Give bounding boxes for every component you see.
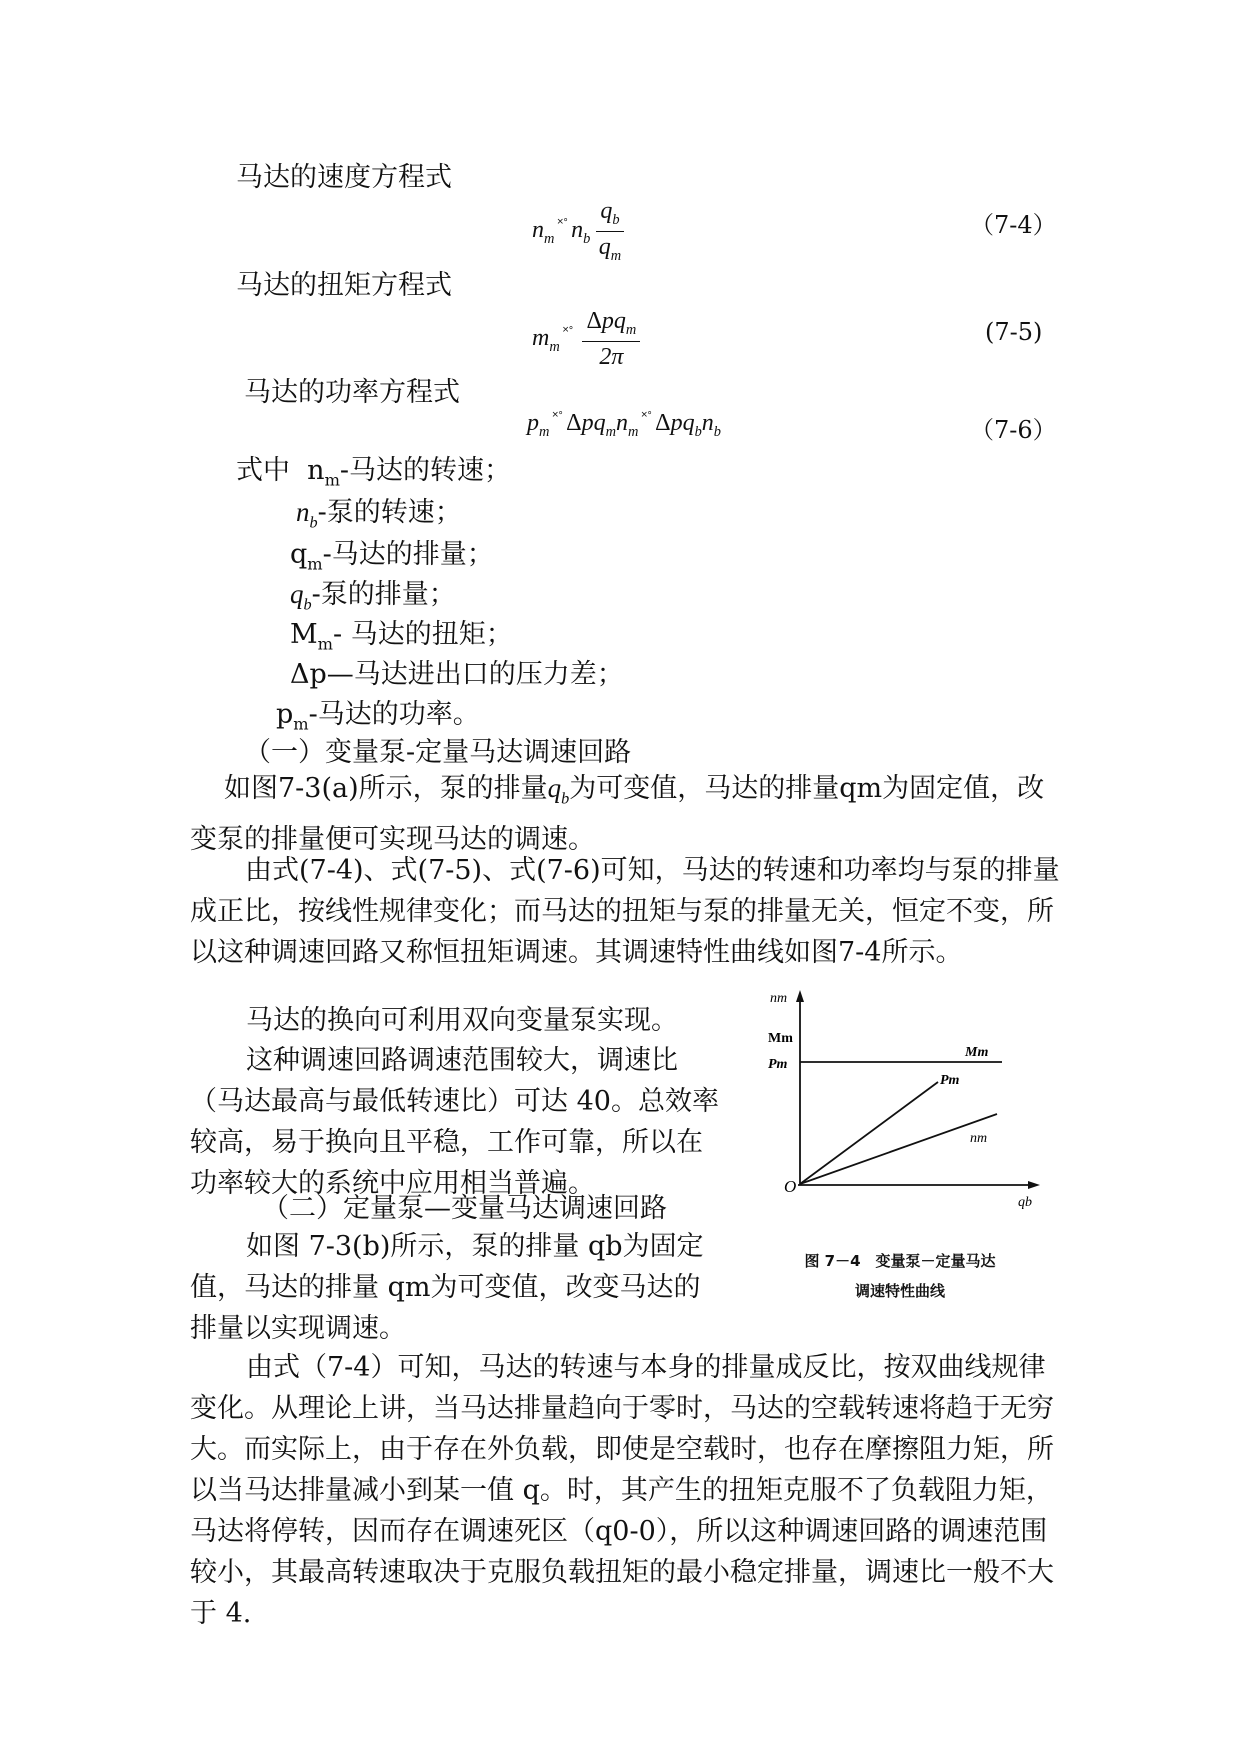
speed-characteristic-figure (760, 980, 1060, 1220)
section1-title: （一）变量泵-定量马达调速回路 (244, 737, 632, 768)
x-label-qb: qb (1018, 1195, 1032, 1210)
curve-label-Pm: Pm (940, 1073, 960, 1088)
symbol-Mm-desc: - 马达的扭矩； (333, 619, 513, 650)
symbol-qm-desc: -马达的排量； (322, 539, 494, 570)
section1-paragraph-4: 这种调速回路调速范围较大，调速比（马达最高与最低转速比）可达 40。总效率较高，易于换向且平稳，工作可靠，所以在功率较大的系统中应用相当普遍。 (190, 1045, 719, 1199)
torque-equation: $m_m^{˟˚}$ $\frac{\Delta pq_m}{2\pi}$ (532, 308, 640, 371)
symbol-pm-line: $p_m-$马达的功率。 (276, 699, 480, 734)
nm-curve (800, 1114, 997, 1184)
power-equation-heading: 马达的功率方程式 (244, 377, 460, 408)
symbol-pm-desc: -马达的功率。 (308, 699, 480, 730)
section2-title: （二）定量泵—变量马达调速回路 (262, 1193, 667, 1224)
curve-label-Mm: Mm (965, 1045, 989, 1060)
figure-caption-line-1: 图 7－4 变量泵－定量马达 (804, 1252, 996, 1270)
section1-paragraph-1: 如图7-3(a)所示，泵的排量$q_b$为可变值，马达的排量qm为固定值，改变泵的排量便可实现马达的调速。 (190, 773, 1045, 856)
symbol-qb-desc: -泵的排量； (311, 579, 456, 610)
section1-paragraph-3: 马达的换向可利用双向变量泵实现。 (246, 1005, 678, 1036)
equation-number-7-4: （7-4） (970, 211, 1057, 239)
y-label-Pm: Pm (768, 1057, 788, 1072)
Pm-curve (800, 1082, 938, 1184)
y-label-Mm: Mm (768, 1031, 793, 1046)
symbol-nb-line: $n_b-$泵的转速； (296, 497, 462, 532)
y-label-nm: nm (770, 991, 788, 1006)
y-axis-arrow (796, 990, 804, 1002)
speed-equation: $n_m^{˟˚}$ $n_b$ $\frac{q_b}{q_m}$ (532, 198, 624, 265)
figure-caption-line-2: 调速特性曲线 (854, 1282, 945, 1300)
symbol-nb-desc: -泵的转速； (317, 497, 462, 528)
symbol-Mm-line: $M_m-$ 马达的扭矩； (290, 619, 513, 654)
x-axis-arrow (1028, 1181, 1040, 1189)
section1-p1-part-a: 如图7-3(a)所示，泵的排量 (224, 773, 548, 804)
symbol-nm-desc: -马达的转速； (339, 455, 512, 486)
symbol-qb-line: $q_b-$泵的排量； (290, 579, 456, 614)
section1-p1-part-b: 为可变值，马达的排量qm为固定值，改变泵的排量便可实现马达的调速。 (190, 773, 1045, 856)
symbol-nm-line: 式中 $n_m-$马达的转速； (236, 455, 512, 490)
section1-paragraph-2: 由式(7-4)、式(7-5)、式(7-6)可知，马达的转速和功率均与泵的排量成正比，按线性规律变化；而马达的扭矩与泵的排量无关，恒定不变，所以这种调速回路又称恒扭矩调速。其调速特性曲线如图7-4所示。 (190, 855, 1060, 968)
symbol-dp-line: Δp—马达进出口的压力差； (290, 659, 624, 690)
section2-paragraph-2: 由式（7-4）可知，马达的转速与本身的排量成反比，按双曲线规律变化。从理论上讲，当马达排量趋向于零时，马达的空载转速将趋于无穷大。而实际上，由于存在外负载，即使是空载时，也存在摩擦阻力矩，所以当马达排量减小到某一值 q。时，其产生的扭矩克服不了负载阻力矩，马达将停转，因而存在调速死区（q0-0），所以这种调速回路的调速范围较小，其最高转速取决于克服负载扭矩的最小稳定排量，调速比一般不大于 4. (190, 1352, 1054, 1629)
origin-label: O (784, 1177, 797, 1196)
symbol-intro: 式中 (236, 455, 290, 486)
section2-paragraph-1: 如图 7-3(b)所示，泵的排量 qb为固定值，马达的排量 qm为可变值，改变马达的排量以实现调速。 (190, 1231, 704, 1344)
equation-number-7-6: （7-6） (970, 416, 1057, 444)
symbol-qm-line: $q_m-$马达的排量； (290, 539, 494, 574)
power-equation: $p_m^{˟˚}$ $\Delta pq_mn_m^{˟˚}$ $\Delta pq_bn_b$ (527, 410, 721, 440)
curve-label-nm: nm (970, 1131, 988, 1146)
speed-equation-heading: 马达的速度方程式 (236, 162, 452, 193)
equation-number-7-5: (7-5) (985, 318, 1043, 346)
torque-equation-heading: 马达的扭矩方程式 (236, 270, 452, 301)
